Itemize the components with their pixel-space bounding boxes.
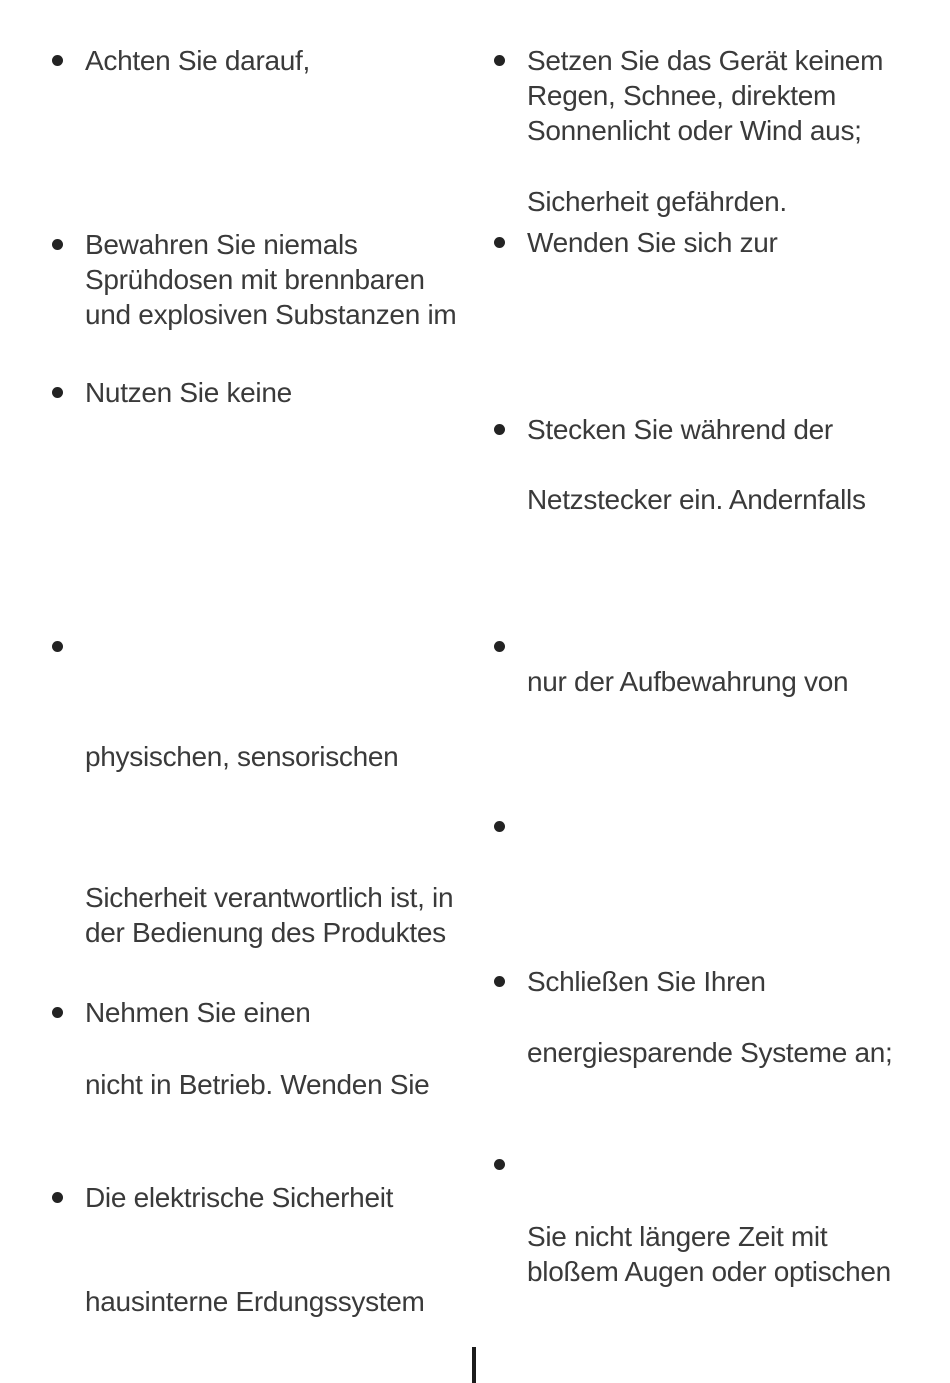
bullet-icon — [494, 976, 505, 987]
bullet-icon — [494, 55, 505, 66]
bullet-icon — [494, 424, 505, 435]
list-item-text: Nutzen Sie keine — [85, 377, 292, 408]
list-item-text: physischen, sensorischen — [85, 741, 399, 772]
bullet-icon — [52, 387, 63, 398]
bullet-icon — [52, 55, 63, 66]
list-item-text: Schließen Sie Ihren — [527, 966, 766, 997]
bullet-icon — [52, 239, 63, 250]
list-item — [85, 880, 453, 950]
list-item-text: Sicherheit gefährden. — [527, 186, 787, 217]
list-item-text: Sie nicht längere Zeit mit — [527, 1221, 828, 1252]
list-item-text: Wenden Sie sich zur — [527, 227, 778, 258]
list-item — [527, 629, 848, 699]
list-item-text: Regen, Schnee, direktem — [527, 80, 837, 111]
list-item — [85, 375, 292, 410]
list-item — [527, 43, 883, 148]
list-item — [527, 1035, 892, 1070]
list-item-text — [527, 629, 848, 664]
list-item-text: Stecken Sie während der — [527, 414, 833, 445]
bullet-icon — [494, 237, 505, 248]
list-item-text: und explosiven Substanzen im — [85, 299, 457, 330]
list-item-text: bloßem Augen oder optischen — [527, 1256, 891, 1287]
list-item-text: Sicherheit verantwortlich ist, in — [85, 882, 454, 913]
list-item-text: Netzstecker ein. Andernfalls — [527, 484, 866, 515]
bullet-icon — [494, 641, 505, 652]
list-item — [85, 43, 310, 78]
list-item — [85, 995, 311, 1030]
list-item-text: Nehmen Sie einen — [85, 997, 311, 1028]
list-item-text: Die elektrische Sicherheit — [85, 1182, 394, 1213]
list-item-text: der Bedienung des Produktes — [85, 917, 446, 948]
list-item — [85, 1180, 393, 1215]
list-item-text: hausinterne Erdungssystem — [85, 1286, 425, 1317]
list-item — [85, 1284, 425, 1319]
list-item-text: nicht in Betrieb. Wenden Sie — [85, 1069, 430, 1100]
list-item-text: Achten Sie darauf, — [85, 45, 310, 76]
list-item — [85, 227, 456, 332]
bullet-icon — [494, 821, 505, 832]
list-item — [85, 1067, 429, 1102]
list-item-text: Setzen Sie das Gerät keinem — [527, 45, 884, 76]
list-item — [527, 412, 833, 447]
list-item — [527, 225, 778, 260]
list-item-text: Bewahren Sie niemals — [85, 229, 358, 260]
list-item-text: Sprühdosen mit brennbaren — [85, 264, 425, 295]
list-item — [527, 1219, 891, 1289]
bullet-icon — [52, 1192, 63, 1203]
list-item-text: energiesparende Systeme an; — [527, 1037, 893, 1068]
list-item — [527, 964, 766, 999]
bullet-icon — [52, 641, 63, 652]
list-item — [527, 184, 787, 219]
page-fold-mark — [472, 1347, 476, 1383]
list-item-text: Sonnenlicht oder Wind aus; — [527, 115, 862, 146]
list-item — [527, 482, 866, 517]
list-item — [85, 739, 398, 774]
bullet-icon — [52, 1007, 63, 1018]
bullet-icon — [494, 1159, 505, 1170]
list-item-text: nur der Aufbewahrung von — [527, 666, 849, 697]
